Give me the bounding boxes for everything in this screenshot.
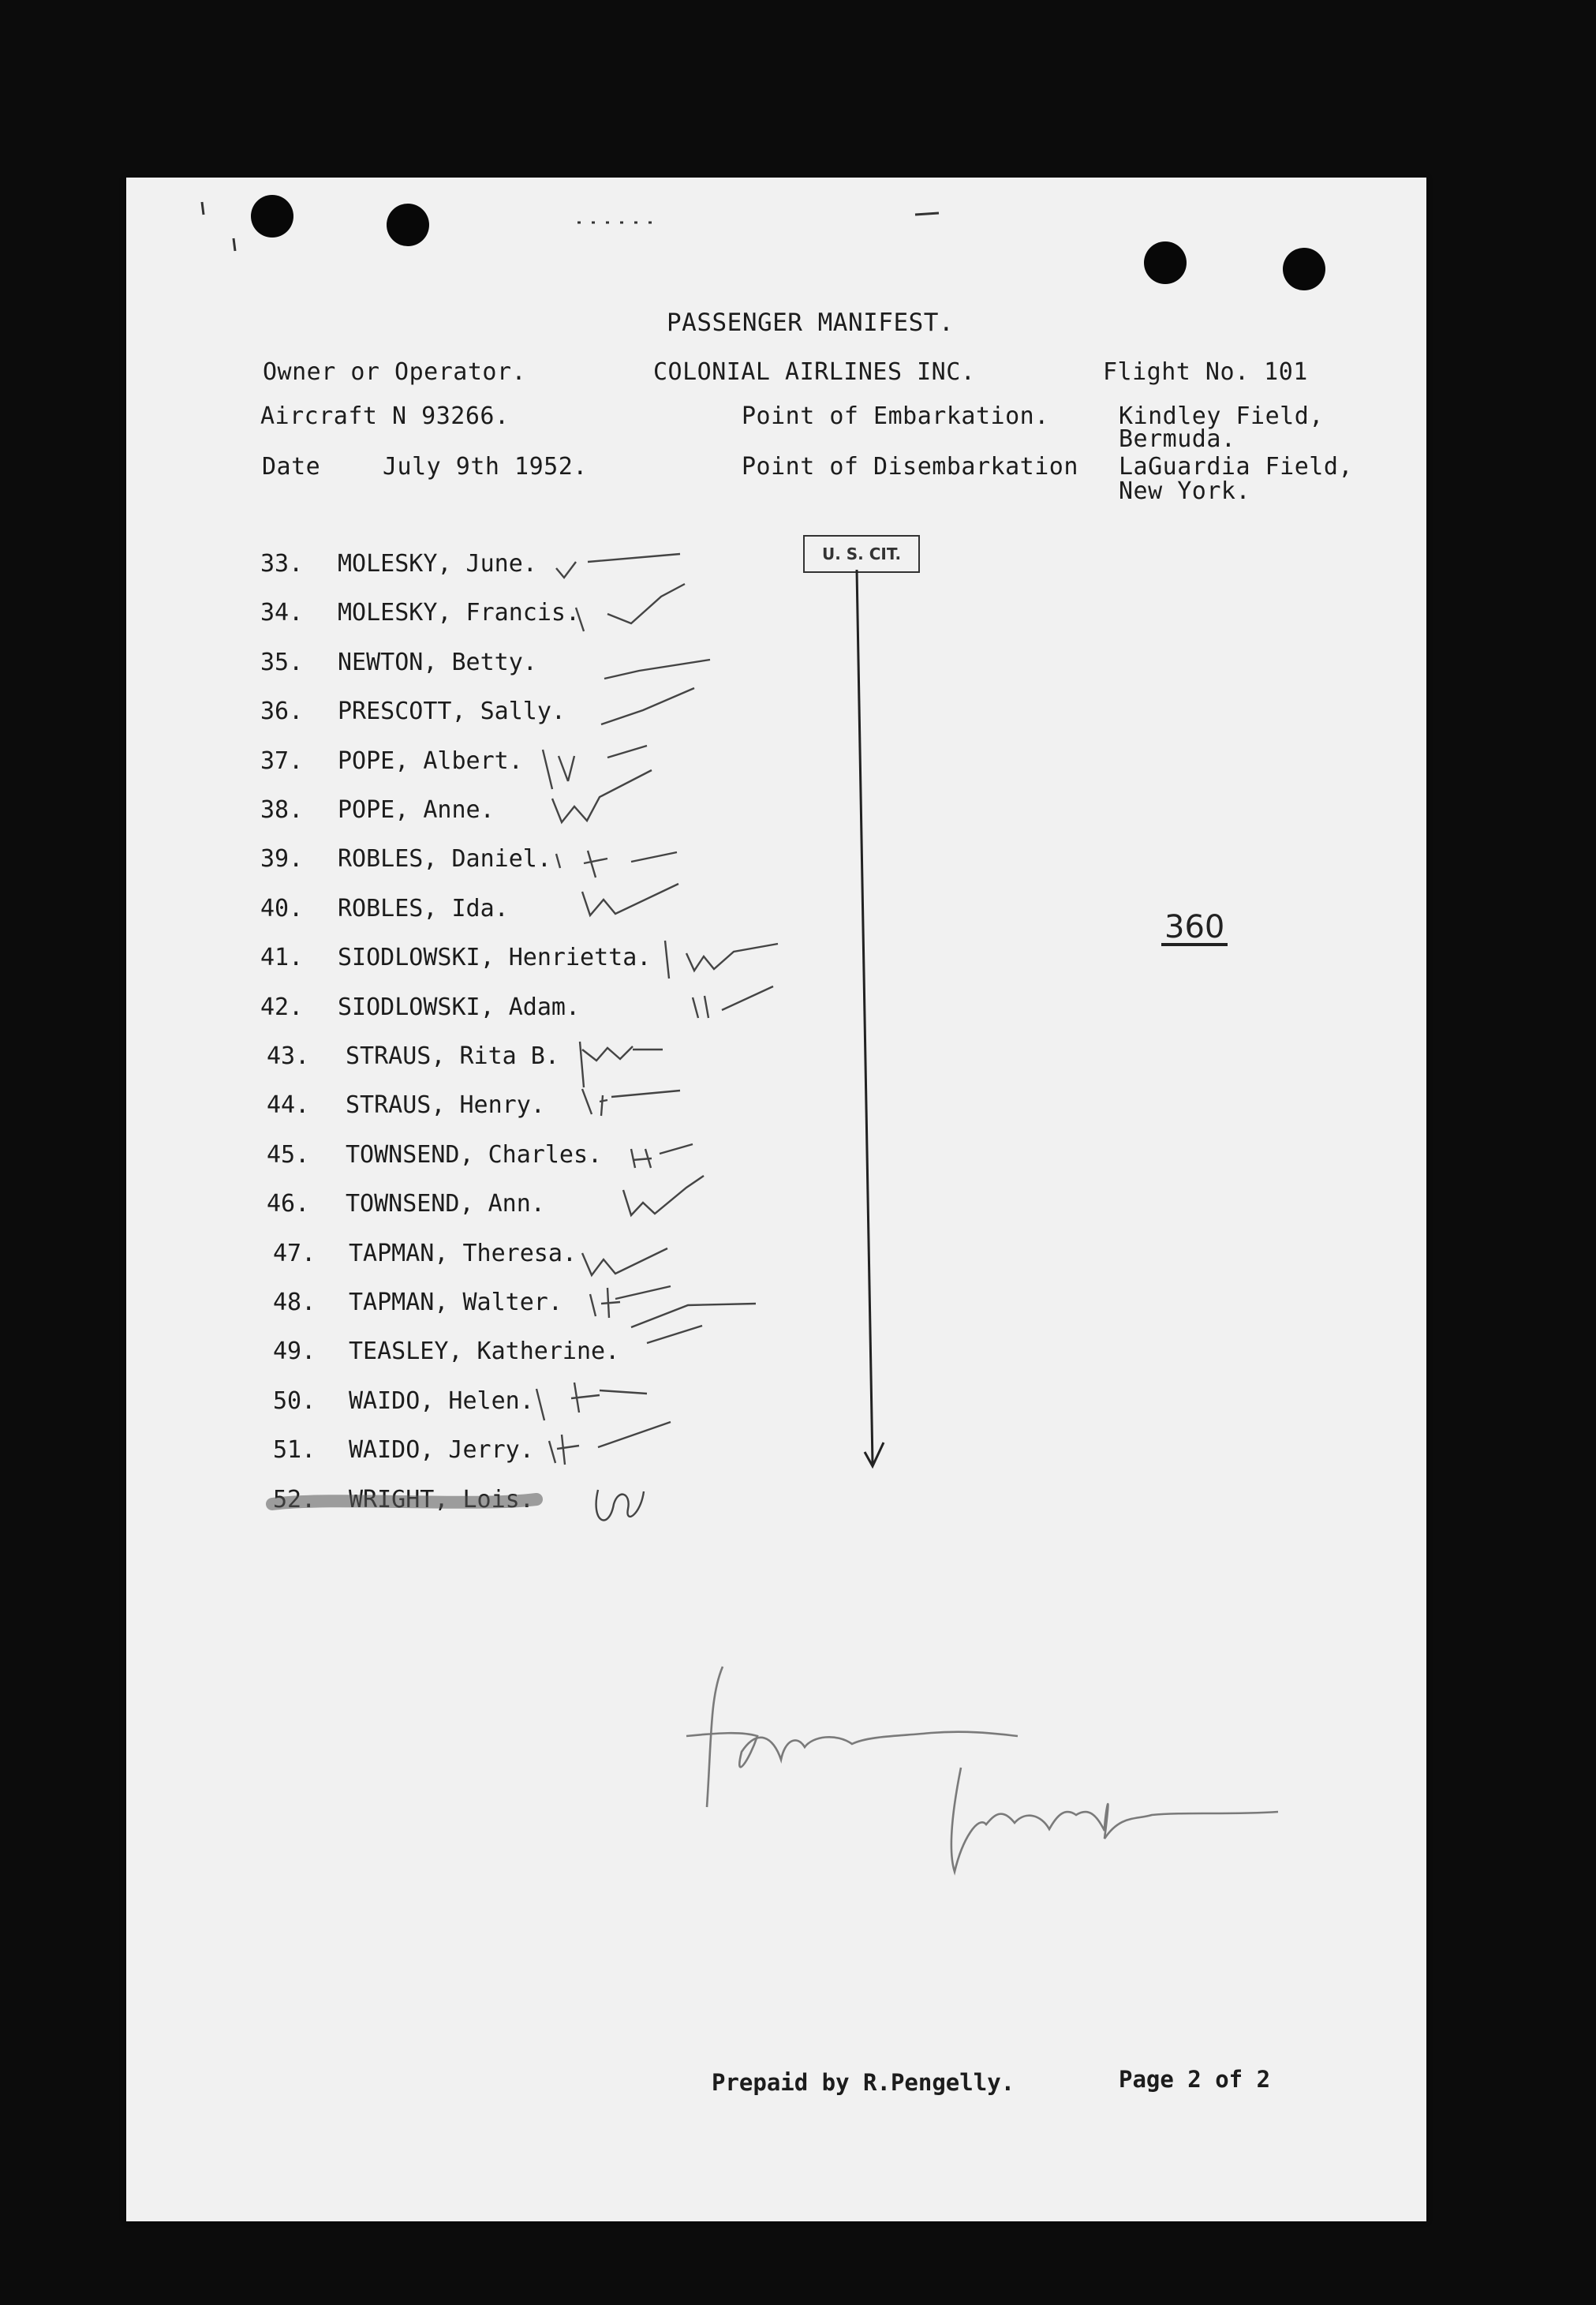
passenger-number: 47.: [273, 1239, 316, 1267]
passenger-name: MOLESKY, June.: [338, 550, 537, 578]
passenger-number: 49.: [273, 1338, 316, 1366]
passenger-name: TEASLEY, Katherine.: [349, 1338, 620, 1366]
punch-hole: [1283, 248, 1325, 290]
date-value: July 9th 1952.: [383, 453, 588, 481]
passenger-number: 36.: [260, 698, 304, 726]
passenger-name: ROBLES, Ida.: [338, 894, 509, 922]
passenger-number: 45.: [267, 1140, 310, 1169]
embark-label: Point of Embarkation.: [742, 402, 1049, 430]
passenger-number: 34.: [260, 599, 304, 627]
disembark-label: Point of Disembarkation: [742, 453, 1078, 481]
passenger-number: 44.: [267, 1091, 310, 1120]
disembark-value-2: New York.: [1119, 477, 1251, 505]
passenger-number: 48.: [273, 1289, 316, 1316]
passenger-number: 41.: [260, 944, 304, 972]
passenger-name: WRIGHT, Lois.: [349, 1485, 534, 1514]
aircraft: Aircraft N 93266.: [260, 402, 510, 430]
passenger-number: 38.: [260, 796, 304, 824]
passenger-number: 40.: [260, 894, 304, 922]
flight-number: Flight No. 101: [1103, 358, 1308, 386]
passenger-name: POPE, Anne.: [338, 796, 495, 824]
passenger-name: TAPMAN, Walter.: [349, 1289, 563, 1316]
passenger-number: 43.: [267, 1042, 310, 1070]
prepaid-note: Prepaid by R.Pengelly.: [712, 2069, 1015, 2096]
passenger-number: 35.: [260, 648, 304, 676]
date-label: Date: [262, 453, 321, 481]
passenger-number: 52.: [273, 1485, 316, 1514]
embark-value-2: Bermuda.: [1119, 425, 1236, 453]
passenger-number: 39.: [260, 845, 304, 874]
passenger-name: NEWTON, Betty.: [338, 648, 537, 676]
punch-hole: [251, 195, 293, 238]
punch-hole: [387, 204, 429, 246]
passenger-name: MOLESKY, Francis.: [338, 599, 581, 627]
passenger-name: SIODLOWSKI, Henrietta.: [338, 944, 652, 972]
passenger-name: TOWNSEND, Ann.: [346, 1190, 545, 1218]
passenger-name: WAIDO, Helen.: [349, 1386, 534, 1415]
passenger-name: POPE, Albert.: [338, 747, 523, 775]
passenger-name: WAIDO, Jerry.: [349, 1436, 534, 1465]
passenger-number: 51.: [273, 1436, 316, 1465]
passenger-number: 37.: [260, 747, 304, 775]
passenger-number: 46.: [267, 1190, 310, 1218]
owner-label: Owner or Operator.: [263, 358, 527, 386]
disembark-value: LaGuardia Field,: [1119, 453, 1353, 481]
page-indicator: Page 2 of 2: [1119, 2066, 1271, 2093]
passenger-name: STRAUS, Rita B.: [346, 1042, 559, 1070]
passenger-number: 50.: [273, 1386, 316, 1415]
passenger-number: 42.: [260, 993, 304, 1021]
owner-value: COLONIAL AIRLINES INC.: [653, 358, 976, 386]
embark-value: Kindley Field,: [1119, 402, 1324, 430]
passenger-number: 33.: [260, 550, 304, 578]
passenger-name: PRESCOTT, Sally.: [338, 698, 566, 726]
passenger-name: TOWNSEND, Charles.: [346, 1140, 603, 1169]
passenger-name: STRAUS, Henry.: [346, 1091, 545, 1120]
page-number: 360: [1161, 911, 1228, 946]
punch-hole: [1144, 241, 1187, 284]
us-citizen-stamp: U. S. CIT.: [803, 535, 920, 573]
passenger-name: ROBLES, Daniel.: [338, 845, 551, 874]
passenger-name: TAPMAN, Theresa.: [349, 1239, 577, 1267]
manifest-title: PASSENGER MANIFEST.: [667, 309, 955, 337]
passenger-name: SIODLOWSKI, Adam.: [338, 993, 581, 1021]
